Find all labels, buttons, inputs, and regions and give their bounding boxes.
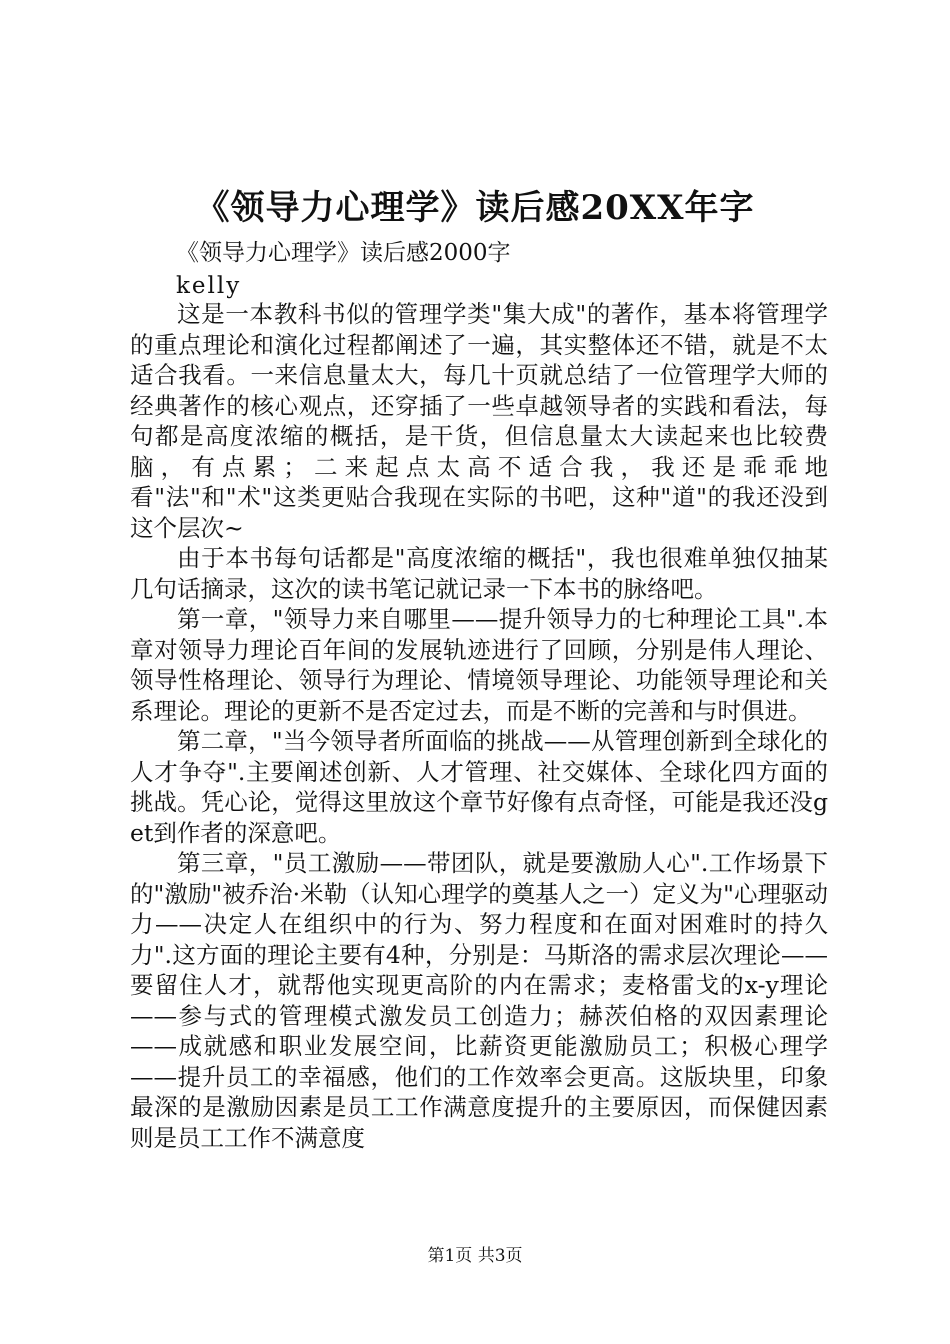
document-body xyxy=(130,299,828,1153)
paragraph-intro: 这是一本教科书似的管理学类"集大成"的著作，基本将管理学的重点理论和演化过程都阐述了一遍，其实整体还不错，就是不太适合我看。一来信息量太大，每几十页就总结了一位管理学大师的经典著作的核心观点，还穿插了一些卓越领导者的实践和看法，每句都是高度浓缩的概括，是干货，但信息量太大读起来也比较费脑，有点累；二来起点太高不适合我，我还是乖乖地看"法"和"术"这类更贴合我现在实际的书吧，这种"道"的我还没到这个层次~ xyxy=(130,300,828,542)
paragraph-notes: 由于本书每句话都是"高度浓缩的概括"，我也很难单独仅抽某几句话摘录，这次的读书笔记就记录一下本书的脉络吧。 xyxy=(130,544,828,603)
document-title: 《领导力心理学》读后感20XX年字 xyxy=(195,188,755,228)
paragraph-chapter-1: 第一章，"领导力来自哪里——提升领导力的七种理论工具".本章对领导力理论百年间的发展轨迹进行了回顾，分别是伟人理论、领导性格理论、领导行为理论、情境领导理论、功能领导理论和关系理论。理论的更新不是否定过去，而是不断的完善和与时俱进。 xyxy=(130,605,828,725)
document-subtitle: 《领导力心理学》读后感2000字 xyxy=(176,240,511,266)
paragraph-chapter-3: 第三章，"员工激励——带团队，就是要激励人心".工作场景下的"激励"被乔治·米勒（认知心理学的奠基人之一）定义为"心理驱动力——决定人在组织中的行为、努力程度和在面对困难时的持久力".这方面的理论主要有4种，分别是：马斯洛的需求层次理论——要留住人才，就帮他实现更高阶的内在需求；麦格雷戈的x-y理论——参与式的管理模式激发员工创造力；赫茨伯格的双因素理论——成就感和职业发展空间，比薪资更能激励员工；积极心理学——提升员工的幸福感，他们的工作效率会更高。这版块里，印象最深的是激励因素是员工工作满意度提升的主要原因，而保健因素则是员工工作不满意度 xyxy=(130,849,828,1152)
page-number: 第1页 共3页 xyxy=(427,1246,523,1266)
author-name: kelly xyxy=(176,273,242,299)
paragraph-chapter-2: 第二章，"当今领导者所面临的挑战——从管理创新到全球化的人才争夺".主要阐述创新、人才管理、社交媒体、全球化四方面的挑战。凭心论，觉得这里放这个章节好像有点奇怪，可能是我还没get到作者的深意吧。 xyxy=(130,727,828,847)
